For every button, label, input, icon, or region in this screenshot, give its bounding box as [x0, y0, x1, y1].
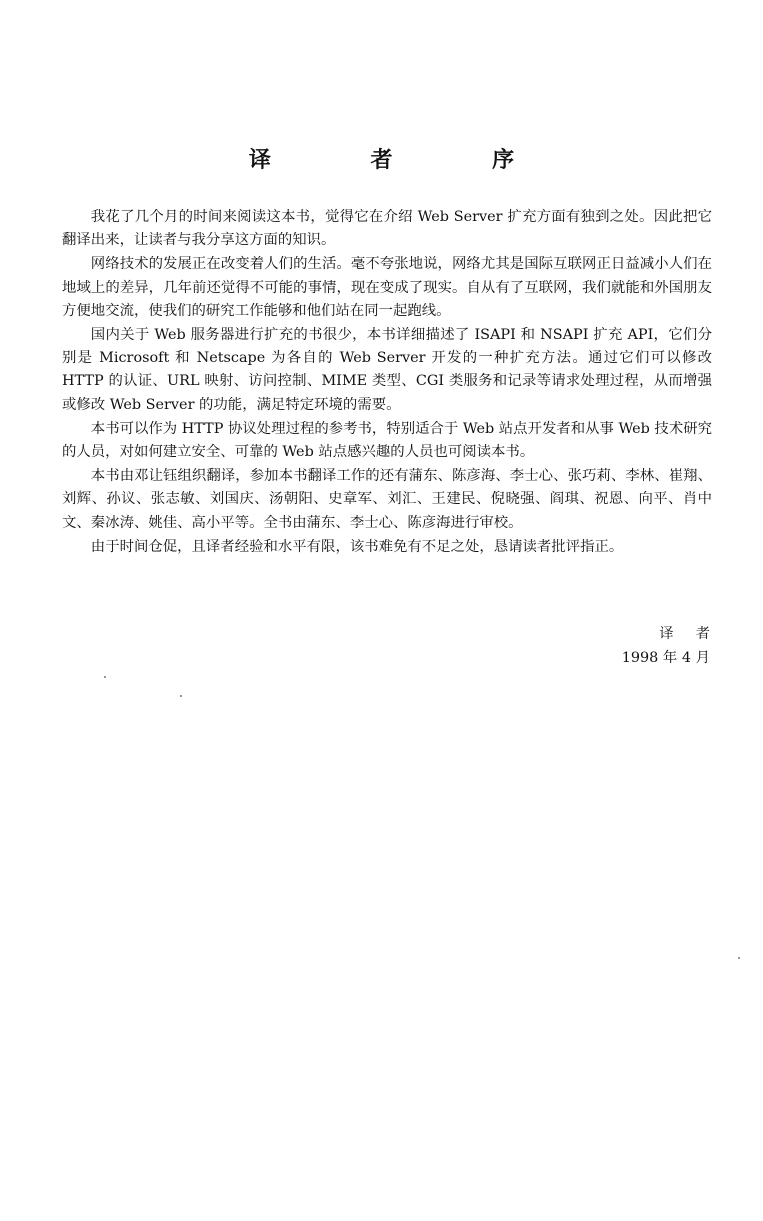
paragraph-5: 本书由邓让钰组织翻译，参加本书翻译工作的还有蒲东、陈彦海、李士心、张巧莉、李林、崔翔、刘辉、孙议、张志敏、刘国庆、汤朝阳、史章军、刘汇、王建民、倪晓强、阎琪、祝恩、向平、肖中文、秦冰涛、姚佳、高小平等。全书由蒲东、李士心、陈彦海进行审校。	[62, 468, 712, 531]
paragraph-4: 本书可以作为 HTTP 协议处理过程的参考书，特别适合于 Web 站点开发者和从事 Web 技术研究的人员，对如何建立安全、可靠的 Web 站点感兴趣的人员也可阅读本书。	[62, 420, 712, 461]
signature-block	[540, 622, 732, 670]
scan-speck	[104, 676, 106, 678]
signature-date: 1998 年 4 月	[621, 650, 710, 666]
page-title: 译 者 序	[248, 147, 561, 173]
paragraph-2: 网络技术的发展正在改变着人们的生活。毫不夸张地说，网络尤其是国际互联网正日益减小人们在地域上的差异，几年前还觉得不可能的事情，现在变成了现实。自从有了互联网，我们就能和外国朋友方便地交流，使我们的研究工作能够和他们站在同一起跑线。	[62, 256, 712, 319]
scan-speck	[738, 957, 740, 959]
scan-speck	[180, 695, 182, 697]
preface-body	[62, 206, 712, 560]
paragraph-3: 国内关于 Web 服务器进行扩充的书很少，本书详细描述了 ISAPI 和 NSAPI 扩充 API，它们分别是 Microsoft 和 Netscape 为各自的 Web Server 开发的一种扩充方法。通过它们可以修改 HTTP 的认证、URL 映射、访问控制、MIME 类型、CGI 类服务和记录等请求处理过程，从而增强或修改 Web Server 的功能，满足特定环境的需要。	[62, 327, 712, 413]
paragraph-1: 我花了几个月的时间来阅读这本书，觉得它在介绍 Web Server 扩充方面有独到之处。因此把它翻译出来，让读者与我分享这方面的知识。	[62, 209, 712, 249]
translator-signature: 译者	[659, 626, 732, 642]
paragraph-6: 由于时间仓促，且译者经验和水平有限，该书难免有不足之处，恳请读者批评指正。	[90, 538, 624, 555]
